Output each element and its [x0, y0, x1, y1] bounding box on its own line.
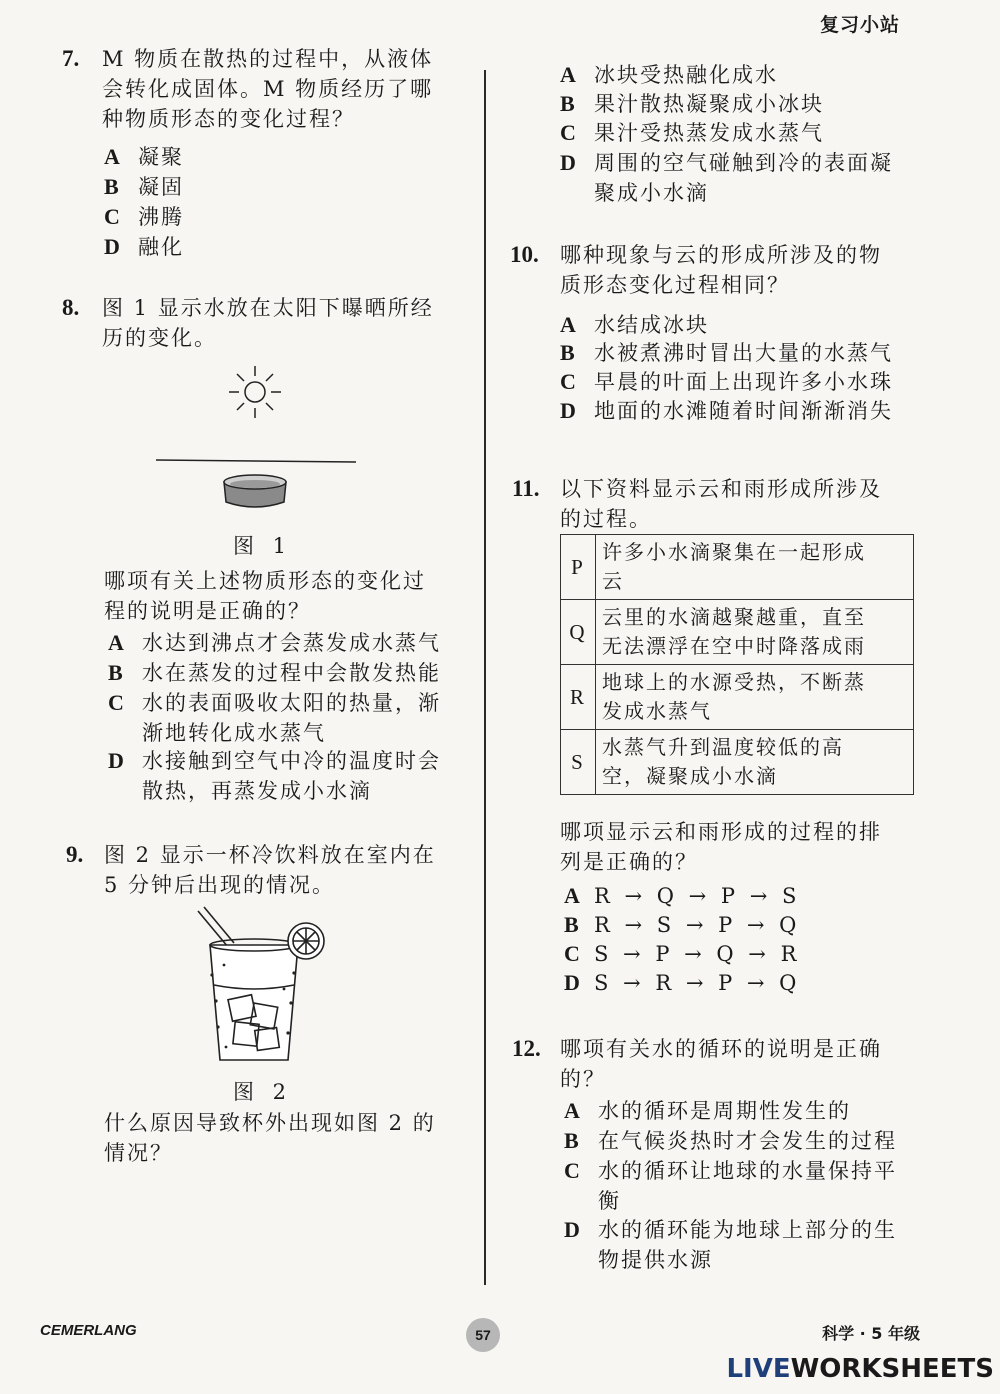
- question-8-option-c[interactable]: C 水的表面吸收太阳的热量，渐 渐地转化成水蒸气: [108, 690, 441, 745]
- question-9-number: 9.: [66, 842, 84, 867]
- question-12-option-c[interactable]: C 水的循环让地球的水量保持平 衡: [564, 1158, 897, 1213]
- sun-icon: [229, 366, 281, 418]
- table-row: [561, 730, 914, 795]
- question-9-option-c[interactable]: C 果汁受热蒸发成水蒸气: [560, 120, 824, 145]
- table-key: S: [561, 730, 596, 795]
- figure-2-cold-drink-glass: [190, 905, 330, 1070]
- question-12-option-a[interactable]: A 水的循环是周期性发生的: [564, 1098, 851, 1123]
- question-9-prompt: 什么原因导致杯外出现如图 2 的 情况？: [104, 1111, 436, 1165]
- column-divider: [484, 70, 486, 1285]
- table-description: 地球上的水源受热，不断蒸 发成水蒸气: [596, 665, 914, 730]
- question-8-option-a[interactable]: A 水达到沸点才会蒸发成水蒸气: [108, 630, 441, 655]
- table-key: P: [561, 535, 596, 600]
- table-row: [561, 665, 914, 730]
- question-9-option-d[interactable]: D 周围的空气碰触到冷的表面凝 聚成小水滴: [560, 150, 893, 205]
- figure-2-caption: 图 2: [233, 1080, 293, 1104]
- question-11-text: 以下资料显示云和雨形成所涉及 的过程。: [560, 477, 882, 531]
- section-tag: 复习小站: [819, 14, 900, 36]
- table-key: Q: [561, 600, 596, 665]
- question-12-option-b[interactable]: B 在气候炎热时才会发生的过程: [564, 1128, 897, 1153]
- question-12-number: 12.: [512, 1036, 541, 1061]
- liveworksheets-brand: [726, 1354, 994, 1384]
- figure-1-caption: 图 1: [233, 534, 293, 558]
- question-11-option-d[interactable]: D S → R → P → Q: [564, 970, 799, 995]
- question-9-option-b[interactable]: B 果汁散热凝聚成小冰块: [560, 91, 824, 116]
- publisher-logo: CEMERLANG: [40, 1322, 137, 1339]
- brand-prefix: LIVE: [726, 1354, 791, 1384]
- question-8-option-b[interactable]: B 水在蒸发的过程中会散发热能: [108, 660, 441, 685]
- question-10-option-b[interactable]: B 水被煮沸时冒出大量的水蒸气: [560, 340, 893, 365]
- question-7-option-d[interactable]: D 融化: [104, 234, 184, 259]
- question-11-option-c[interactable]: C S → P → Q → R: [564, 941, 799, 966]
- page-number: 57: [466, 1318, 500, 1352]
- table-key: R: [561, 665, 596, 730]
- question-11-number: 11.: [512, 476, 540, 501]
- question-8-prompt: 哪项有关上述物质形态的变化过 程的说明是正确的？: [104, 569, 426, 623]
- subject-grade-label: 科学 · 5 年级: [822, 1324, 920, 1343]
- question-7-option-b[interactable]: B 凝固: [104, 174, 184, 199]
- question-10-text: 哪种现象与云的形成所涉及的物 质形态变化过程相同？: [560, 243, 882, 297]
- question-7-option-a[interactable]: A 凝聚: [104, 144, 184, 169]
- question-7-option-c[interactable]: C 沸腾: [104, 204, 184, 229]
- table-description: 水蒸气升到温度较低的高 空，凝聚成小水滴: [596, 730, 914, 795]
- question-10-number: 10.: [510, 242, 539, 267]
- table-row: [561, 535, 914, 600]
- table-description: 云里的水滴越聚越重，直至 无法漂浮在空中时降落成雨: [596, 600, 914, 665]
- question-12-option-d[interactable]: D 水的循环能为地球上部分的生 物提供水源: [564, 1217, 897, 1272]
- cloud-rain-process-table: [560, 534, 914, 795]
- question-12-text: 哪项有关水的循环的说明是正确 的？: [560, 1037, 882, 1091]
- question-11-option-b[interactable]: B R → S → P → Q: [564, 912, 799, 937]
- straw-icon: [198, 911, 228, 947]
- question-7-number: 7.: [62, 46, 80, 71]
- question-9-text: 图 2 显示一杯冷饮料放在室内在 5 分钟后出现的情况。: [104, 843, 436, 897]
- question-11-prompt: 哪项显示云和雨形成的过程的排 列是正确的？: [560, 820, 882, 874]
- question-8-text: 图 1 显示水放在太阳下曝晒所经 历的变化。: [102, 296, 434, 350]
- question-8-number: 8.: [62, 295, 80, 320]
- question-8-option-d[interactable]: D 水接触到空气中冷的温度时会 散热，再蒸发成小水滴: [108, 748, 441, 803]
- question-9-option-a[interactable]: A 冰块受热融化成水: [560, 62, 778, 87]
- question-10-option-a[interactable]: A 水结成冰块: [560, 312, 709, 337]
- question-7-text: M 物质在散热的过程中，从液体 会转化成固体。M 物质经历了哪 种物质形态的变化过程？: [102, 47, 434, 131]
- table-description: 许多小水滴聚集在一起形成 云: [596, 535, 914, 600]
- question-11-option-a[interactable]: A R → Q → P → S: [564, 883, 799, 908]
- question-10-option-d[interactable]: D 地面的水滩随着时间渐渐消失: [560, 398, 893, 423]
- brand-suffix: WORKSHEETS: [790, 1354, 994, 1384]
- ground-line: [156, 460, 356, 462]
- water-bowl-icon: [224, 475, 286, 507]
- table-row: [561, 600, 914, 665]
- figure-1-sun-water-bowl: [150, 360, 365, 520]
- question-10-option-c[interactable]: C 早晨的叶面上出现许多小水珠: [560, 369, 893, 394]
